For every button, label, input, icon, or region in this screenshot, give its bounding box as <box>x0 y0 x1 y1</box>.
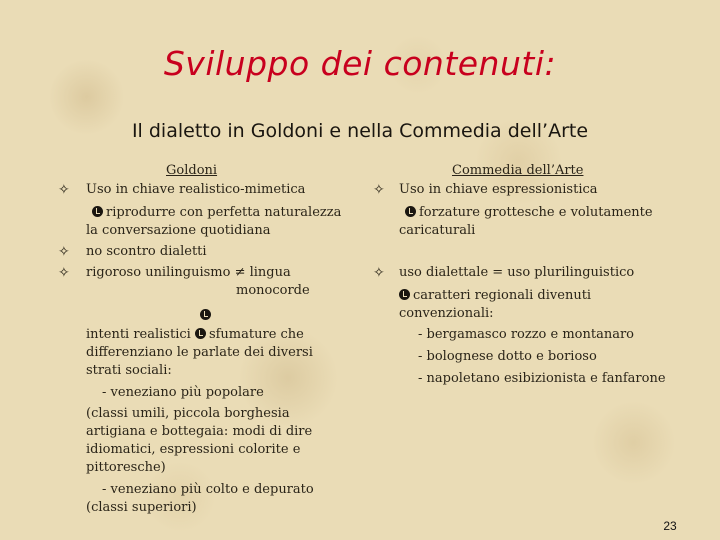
arrow-number-icon <box>195 328 206 339</box>
slide-title: Sviluppo dei contenuti: <box>163 44 557 83</box>
right-item2-line6: - napoletano esibizionista e fanfarone <box>418 371 666 386</box>
left-detail-line5: (classi umili, piccola borghesia <box>86 406 290 421</box>
right-item1-line1: Uso in chiave espressionistica <box>399 182 598 197</box>
right-item2-line4: - bergamasco rozzo e montanaro <box>418 327 635 342</box>
left-detail-line10: (classi superiori) <box>86 500 197 515</box>
right-item1-line3: caricaturali <box>399 223 476 238</box>
page-number: 23 <box>663 519 677 533</box>
left-detail-line2: differenziano le parlate dei diversi <box>86 345 313 360</box>
slide-subtitle: Il dialetto in Goldoni e nella Commedia dell’Arte <box>131 120 589 142</box>
right-item2-line5: - bolognese dotto e borioso <box>418 349 597 364</box>
right-column-heading: Commedia dell’Arte <box>452 163 584 178</box>
left-item3-line2: monocorde <box>236 283 310 298</box>
left-detail-line1: intenti realistici sfumature che <box>86 327 304 342</box>
arrow-number-icon <box>92 206 103 217</box>
left-column-heading: Goldoni <box>166 163 218 178</box>
arrow-number-icon <box>405 206 416 217</box>
bullet-icon: ✧ <box>373 182 385 198</box>
right-item2-line1: uso dialettale = uso plurilinguistico <box>399 265 635 280</box>
bullet-icon: ✧ <box>58 182 70 198</box>
arrow-number-icon <box>200 309 211 320</box>
left-item1-line1: Uso in chiave realistico-mimetica <box>86 182 306 197</box>
bullet-icon: ✧ <box>373 265 385 281</box>
right-item2-line3: convenzionali: <box>399 306 494 321</box>
left-detail-line6: artigiana e bottegaia: modi di dire <box>86 424 313 439</box>
left-detail-line3: strati sociali: <box>86 363 172 378</box>
left-detail-line7: idiomatici, espressioni colorite e <box>86 442 301 457</box>
left-item2: no scontro dialetti <box>86 244 207 259</box>
left-detail-line9: - veneziano più colto e depurato <box>102 482 314 497</box>
right-item1-line2: forzature grottesche e volutamente <box>405 204 653 222</box>
bullet-icon: ✧ <box>58 244 70 260</box>
arrow-number-icon <box>399 289 410 300</box>
left-item1-line2: riprodurre con perfetta naturalezza <box>92 204 341 222</box>
right-item2-line2: caratteri regionali divenuti <box>399 287 591 305</box>
left-item3-line1: rigoroso unilinguismo ≠ lingua <box>86 265 291 280</box>
left-detail-line4: - veneziano più popolare <box>102 385 264 400</box>
bullet-icon: ✧ <box>58 265 70 281</box>
left-item1-line3: la conversazione quotidiana <box>86 223 271 238</box>
left-detail-line8: pittoresche) <box>86 460 166 475</box>
left-detail-marker <box>200 307 214 325</box>
